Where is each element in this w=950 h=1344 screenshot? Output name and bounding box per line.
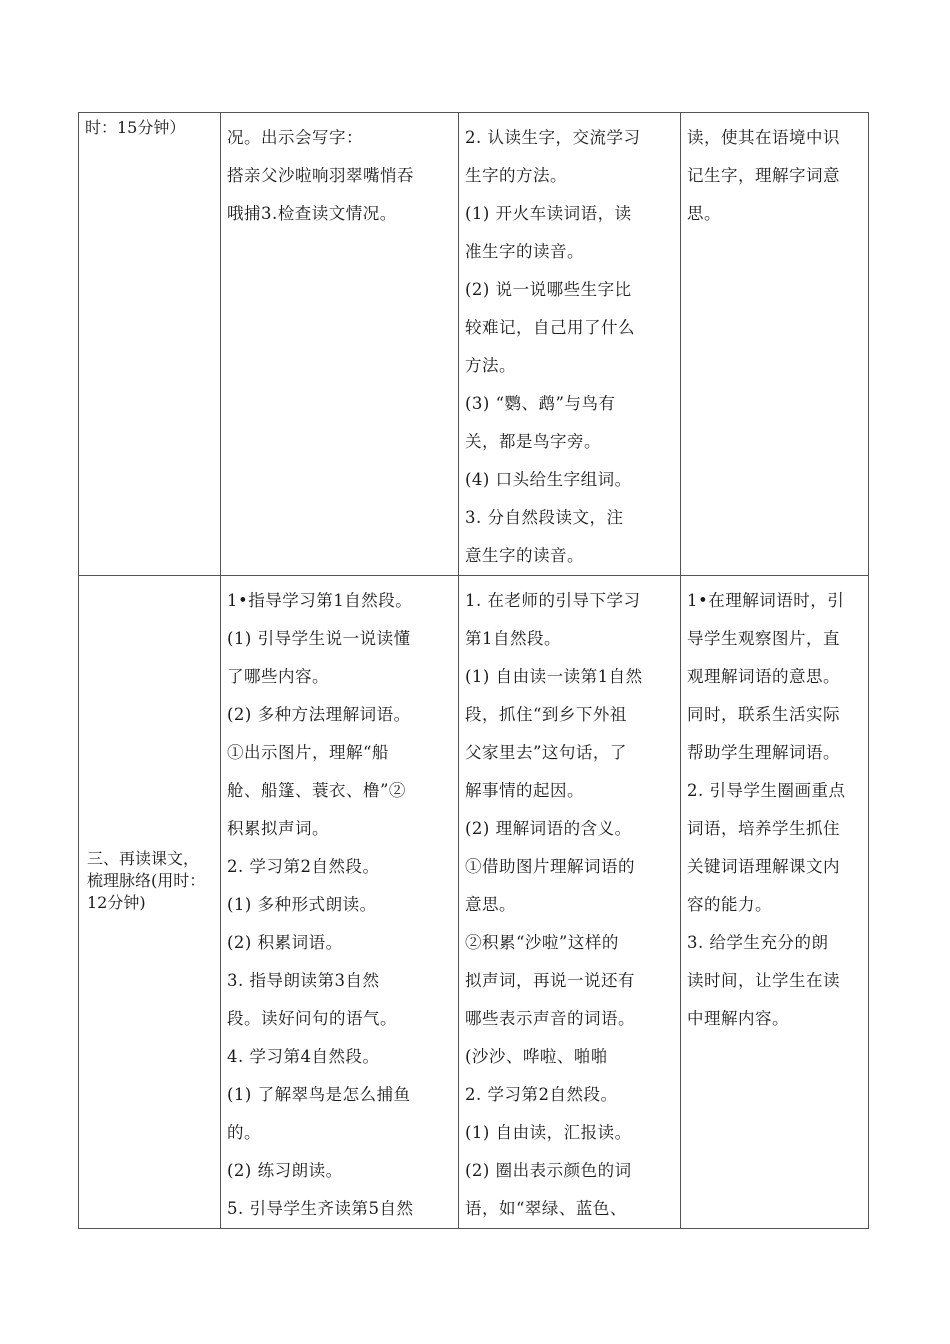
text-line: ②积累“沙啦”这样的 <box>465 933 619 952</box>
text-line: 较难记，自己用了什么 <box>465 318 635 337</box>
text-line: 哦捕3.检查读文情况。 <box>227 204 397 223</box>
text-line: 5. 引导学生齐读第5自然 <box>227 1199 414 1218</box>
text-line: 父家里去”这句话，了 <box>465 743 627 762</box>
table-row <box>79 113 869 576</box>
text-line: ①借助图片理解词语的 <box>465 857 635 876</box>
text-line: 的。 <box>227 1123 261 1142</box>
student-activity-text <box>459 113 680 575</box>
text-line: 1•在理解词语时，引 <box>687 591 845 610</box>
text-line: 2. 学习第2自然段。 <box>465 1085 618 1104</box>
text-line: 段。读好问句的语气。 <box>227 1009 397 1028</box>
text-line: 了哪些内容。 <box>227 667 329 686</box>
text-line: (用时：12分 <box>87 871 206 912</box>
text-line: 关键词语理解课文内 <box>687 857 840 876</box>
text-line: 解事情的起因。 <box>465 781 584 800</box>
text-line: 2. 引导学生圈画重点 <box>687 781 846 800</box>
text-line: 词语，培养学生抓住 <box>687 819 840 838</box>
design-intent-cell <box>681 576 869 1229</box>
text-line: (2) 积累词语。 <box>227 933 343 952</box>
text-line: 搭亲父沙啦响羽翠嘴悄吞 <box>227 166 414 185</box>
text-line: (2) 练习朗读。 <box>227 1161 343 1180</box>
text-line: 况。出示会写字： <box>227 128 363 147</box>
text-line: 准生字的读音。 <box>465 242 584 261</box>
text-line: 3. 给学生充分的朗 <box>687 933 829 952</box>
text-line: 1•指导学习第1自然段。 <box>227 591 413 610</box>
text-line: (2) 说一说哪些生字比 <box>465 280 632 299</box>
text-line: 舱、船篷、蓑衣、橹”② <box>227 781 406 800</box>
text-line: (1) 了解翠鸟是怎么捕鱼 <box>227 1085 411 1104</box>
text-line: 拟声词，再说一说还有 <box>465 971 635 990</box>
text-line: 钟) <box>123 893 146 912</box>
teacher-activity-cell <box>221 576 459 1229</box>
text-line: 三、再读课 <box>87 849 168 868</box>
text-line: 第1自然段。 <box>465 629 561 648</box>
text-line: 导学生观察图片，直 <box>687 629 840 648</box>
student-activity-text <box>459 576 680 1228</box>
text-line: (2) 圈出表示颜色的词 <box>465 1161 632 1180</box>
text-line: (1) 引导学生说一说读懂 <box>227 629 411 648</box>
text-line: 中理解内容。 <box>687 1009 789 1028</box>
text-line: 方法。 <box>465 356 516 375</box>
stage-text <box>79 848 220 914</box>
text-line: (1) 多种形式朗读。 <box>227 895 377 914</box>
text-line: 4. 学习第4自然段。 <box>227 1047 380 1066</box>
text-line: 文，梳理脉络 <box>87 849 200 890</box>
text-line: (1) 自由读，汇报读。 <box>465 1123 632 1142</box>
text-line: 记生字，理解字词意 <box>687 166 840 185</box>
text-line: 3. 分自然段读文，注 <box>465 508 624 527</box>
design-intent-text <box>681 576 868 1038</box>
teacher-activity-cell <box>221 113 459 576</box>
text-line: 同时，联系生活实际 <box>687 705 840 724</box>
student-activity-cell <box>459 576 681 1229</box>
text-line: 帮助学生理解词语。 <box>687 743 840 762</box>
text-line: 意生字的读音。 <box>465 546 584 565</box>
text-line: 观理解词语的意思。 <box>687 667 840 686</box>
text-line: 生字的方法。 <box>465 166 567 185</box>
text-line: 3. 指导朗读第3自然 <box>227 971 380 990</box>
text-line: 容的能力。 <box>687 895 772 914</box>
text-line: 2. 学习第2自然段。 <box>227 857 380 876</box>
text-line: 语，如“翠绿、蓝色、 <box>465 1199 627 1218</box>
text-line: 读，使其在语境中识 <box>687 128 840 147</box>
design-intent-cell <box>681 113 869 576</box>
text-line: 积累拟声词。 <box>227 819 329 838</box>
text-line: (4) 口头给生字组词。 <box>465 470 632 489</box>
table-row <box>79 576 869 1229</box>
lesson-plan-table <box>78 112 869 1229</box>
text-line: (1) 开火车读词语，读 <box>465 204 632 223</box>
text-line: 段，抓住“到乡下外祖 <box>465 705 627 724</box>
text-line: 关，都是鸟字旁。 <box>465 432 601 451</box>
text-line: 读时间，让学生在读 <box>687 971 840 990</box>
teacher-activity-text <box>221 576 458 1228</box>
stage-cell <box>79 113 221 576</box>
text-line: (3) “鹦、鹉”与鸟有 <box>465 394 616 413</box>
text-line: 2. 认读生字，交流学习 <box>465 128 641 147</box>
text-line: 思。 <box>687 204 721 223</box>
text-line: ①出示图片，理解“船 <box>227 743 389 762</box>
stage-text: 时：15分钟） <box>85 118 186 137</box>
stage-cell <box>79 576 221 1229</box>
student-activity-cell <box>459 113 681 576</box>
text-line: 意思。 <box>465 895 516 914</box>
text-line: (1) 自由读一读第1自然 <box>465 667 643 686</box>
teacher-activity-text <box>221 113 458 233</box>
text-line: 哪些表示声音的词语。 <box>465 1009 635 1028</box>
text-line: (2) 理解词语的含义。 <box>465 819 632 838</box>
text-line: 1. 在老师的引导下学习 <box>465 591 641 610</box>
text-line: (2) 多种方法理解词语。 <box>227 705 411 724</box>
design-intent-text <box>681 113 868 233</box>
text-line: (沙沙、哗啦、啪啪 <box>465 1047 608 1066</box>
